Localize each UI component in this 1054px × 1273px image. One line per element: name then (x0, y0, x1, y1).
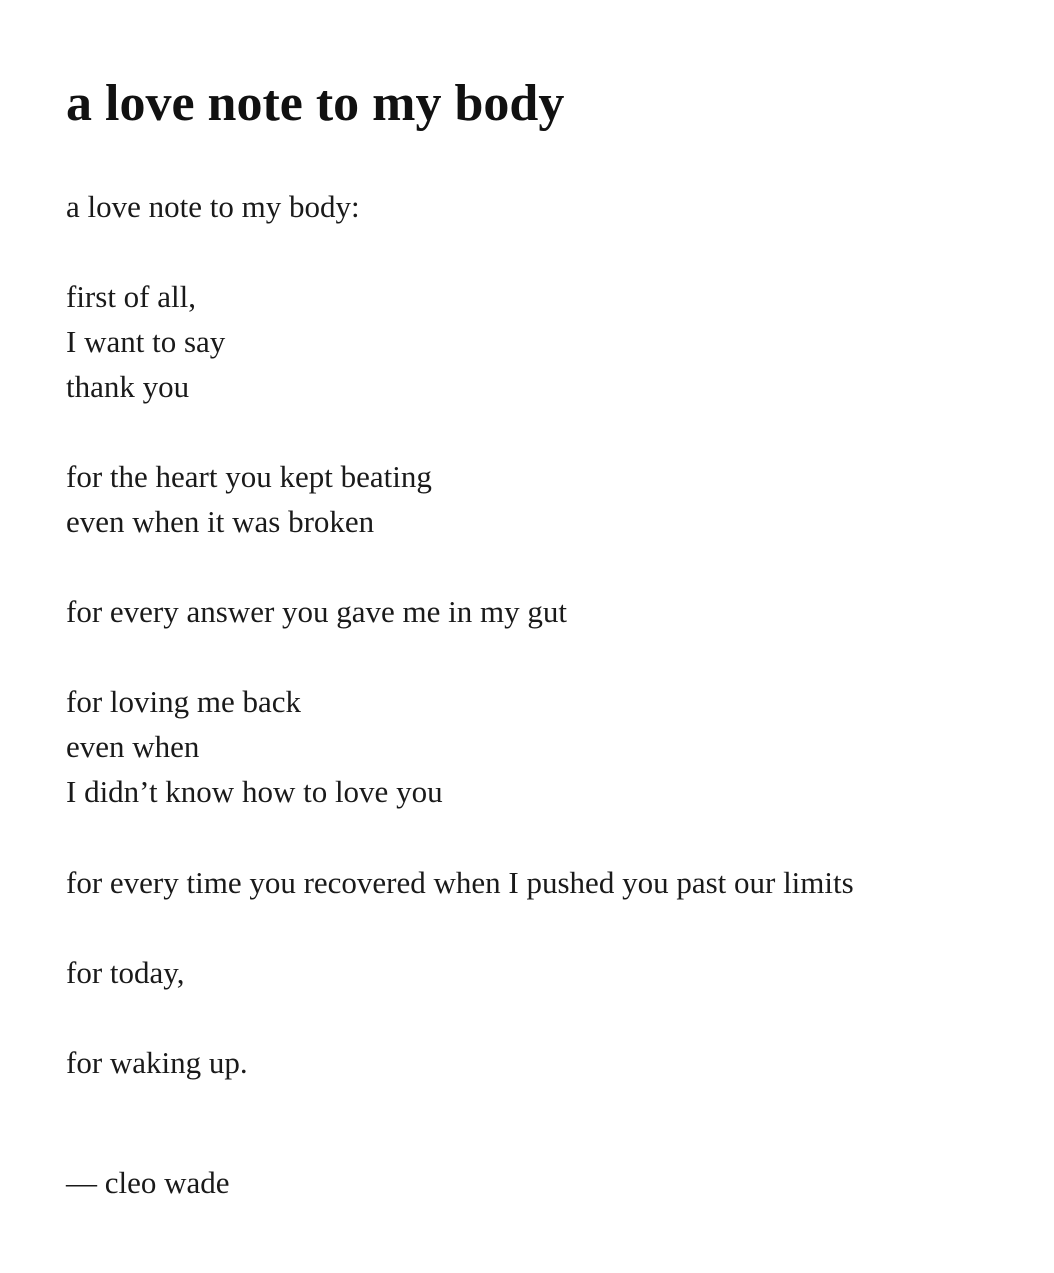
poem-line: even when (66, 729, 200, 764)
poem-line: a love note to my body: (66, 189, 360, 224)
poem-line: for every answer you gave me in my gut (66, 594, 568, 629)
poem-line: for waking up. (66, 1045, 248, 1080)
poem-line: I want to say (66, 324, 226, 359)
author-attribution: — cleo wade (66, 1165, 230, 1200)
poem-line: for today, (66, 955, 185, 990)
poem-line: for loving me back (66, 684, 302, 719)
poem-line: for the heart you kept beating (66, 459, 432, 494)
poem-stanza-2 (66, 454, 432, 544)
poem-stanza-4 (66, 679, 443, 814)
poem-line: I didn’t know how to love you (66, 774, 443, 809)
poem-stanza-5 (66, 860, 854, 905)
poem-intro (66, 184, 360, 229)
poem-line: for every time you recovered when I pushed you past our limits (66, 865, 854, 900)
poem-line: even when it was broken (66, 504, 375, 539)
poem-stanza-7 (66, 1040, 248, 1085)
poem-stanza-1 (66, 274, 225, 409)
poem-stanza-3 (66, 589, 567, 634)
poem-line: thank you (66, 369, 190, 404)
page-title: a love note to my body (66, 75, 565, 132)
poem-stanza-6 (66, 950, 185, 995)
poem-line: first of all, (66, 279, 196, 314)
